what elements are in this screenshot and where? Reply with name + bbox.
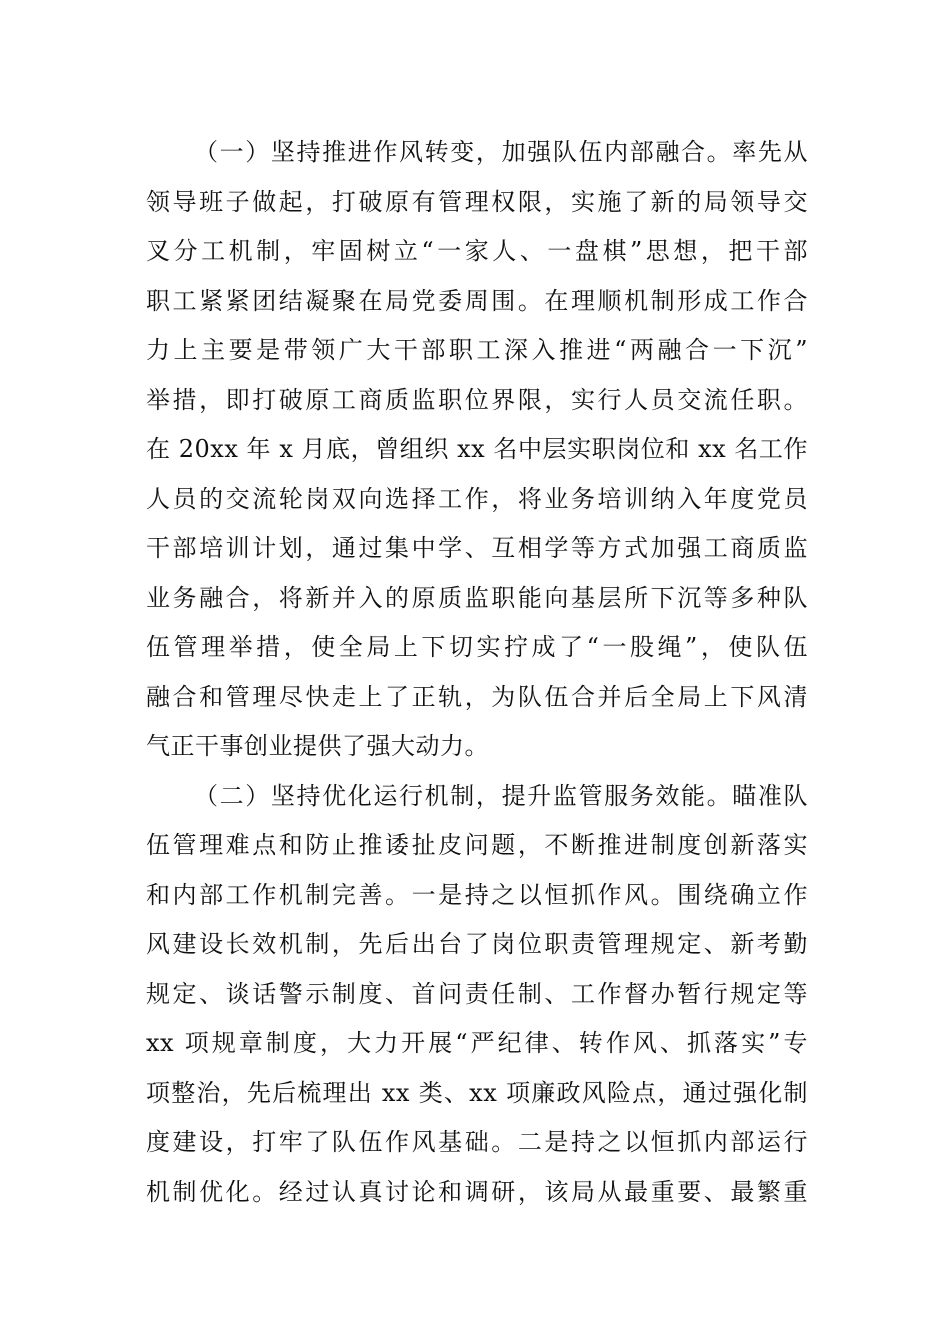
text-line: 规定、谈话警示制度、首问责任制、工作督办暂行规定等	[146, 979, 808, 1008]
text-line: 干部培训计划，通过集中学、互相学等方式加强工商质监	[146, 534, 808, 562]
text-line: 风建设长效机制，先后出台了岗位职责管理规定、新考勤	[146, 930, 808, 958]
text-line: 机制优化。经过认真讨论和调研，该局从最重要、最繁重	[146, 1177, 808, 1206]
text-line: 伍管理举措，使全局上下切实拧成了“一股绳”，使队伍	[146, 633, 808, 661]
paragraph-1	[146, 128, 808, 772]
text-line: 气正干事创业提供了强大动力。	[146, 732, 489, 760]
text-line: 人员的交流轮岗双向选择工作，将业务培训纳入年度党员	[146, 484, 808, 513]
text-line: 和内部工作机制完善。一是持之以恒抓作风。围绕确立作	[146, 880, 808, 909]
text-line: 力上主要是带领广大干部职工深入推进“两融合一下沉”	[146, 336, 808, 364]
text-line: 度建设，打牢了队伍作风基础。二是持之以恒抓内部运行	[146, 1128, 808, 1156]
text-line: xx 项规章制度，大力开展“严纪律、转作风、抓落实”专	[146, 1029, 808, 1057]
text-line: 融合和管理尽快走上了正轨，为队伍合并后全局上下风清	[146, 682, 808, 711]
text-line: （一）坚持推进作风转变，加强队伍内部融合。率先从	[194, 138, 808, 166]
text-line: 项整治，先后梳理出 xx 类、xx 项廉政风险点，通过强化制	[146, 1078, 808, 1107]
text-line: 职工紧紧团结凝聚在局党委周围。在理顺机制形成工作合	[146, 286, 808, 315]
text-line: 举措，即打破原工商质监职位界限，实行人员交流任职。	[146, 385, 808, 414]
text-line: （二）坚持优化运行机制，提升监管服务效能。瞄准队	[194, 781, 808, 810]
text-line: 叉分工机制，牢固树立“一家人、一盘棋”思想，把干部	[146, 237, 808, 265]
document-body	[146, 128, 808, 1217]
text-line: 在 20xx 年 x 月底，曾组织 xx 名中层实职岗位和 xx 名工作	[146, 435, 808, 463]
paragraph-2	[146, 772, 808, 1218]
text-line: 领导班子做起，打破原有管理权限，实施了新的局领导交	[146, 187, 808, 216]
text-line: 业务融合，将新并入的原质监职能向基层所下沉等多种队	[146, 583, 808, 612]
text-line: 伍管理难点和防止推诿扯皮问题，不断推进制度创新落实	[146, 831, 808, 859]
